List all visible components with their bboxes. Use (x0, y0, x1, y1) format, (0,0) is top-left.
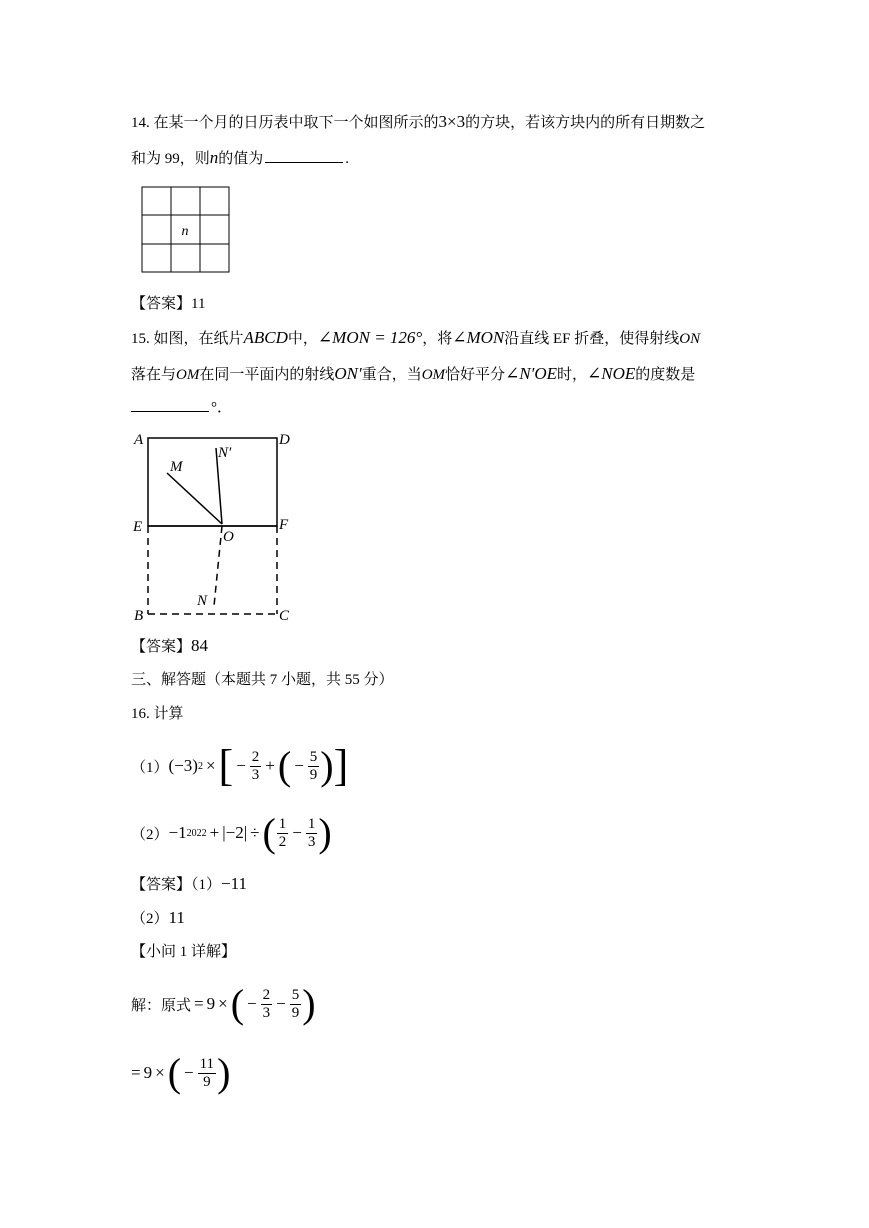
label-Nprime: N′ (218, 445, 232, 461)
label-D: D (279, 432, 290, 448)
section-title: 三、解答题（本题共 7 小题，共 55 分） (131, 672, 394, 688)
label-F: F (279, 517, 289, 533)
q15-line3: °． (131, 396, 232, 420)
q16-solution-step2: = 9 × ( − $\frac{11}{9}$ ) (131, 1050, 231, 1095)
q16-solution-step1: 解：原式 = 9 × ( − $\frac{2}{3}$ − $\frac{5}{9}$ ) (131, 981, 316, 1026)
label-C: C (279, 608, 290, 624)
answer-blank (131, 397, 209, 412)
q15-line2: 落在与OM在同一平面内的射线ON′重合，当OM恰好平分∠N′OE时，∠NOE的度数是 (131, 364, 696, 383)
q15-answer: 【答案】84 (131, 636, 209, 655)
q16-title: 16. 计算 (131, 706, 184, 722)
grid-size: 3×3 (438, 112, 466, 131)
label-O: O (223, 529, 234, 545)
grid-center-n: n (181, 224, 189, 239)
q14-answer: 【答案】11 (131, 296, 206, 312)
q16-answer2: （2）11 (131, 908, 185, 927)
label-B: B (134, 608, 144, 624)
label-M: M (170, 459, 183, 475)
q16-answer: 【答案】（1）−11 (131, 874, 247, 893)
answer-blank (265, 148, 343, 163)
calendar-grid-figure (140, 185, 232, 275)
label-A: A (134, 432, 144, 448)
q14-line1: 14. 在某一个月的日历表中取下一个如图所示的3×3的方块，若该方块内的所有日期数之 (131, 112, 706, 131)
q16-part1: （1） (−3) 2 × [ − $\frac{2}{3}$ + ( − $\frac{5}{9}$ ) ] (131, 741, 349, 790)
q16-part2: （2） −1 2022 + |−2| ÷ ( $\frac{1}{2}$ − $\frac{1}{3}$ ) (131, 810, 332, 855)
q16-detail-label: 【小问 1 详解】 (131, 944, 237, 960)
folding-paper-figure (128, 428, 303, 626)
q14-line2: 和为 99，则n的值为 . (131, 148, 350, 167)
label-E: E (133, 519, 143, 535)
label-N: N (197, 593, 208, 609)
q15-line1: 15. 如图，在纸片ABCD中，∠MON = 126°，将∠MON沿直线 EF 折叠，使得射线ON (131, 328, 701, 347)
